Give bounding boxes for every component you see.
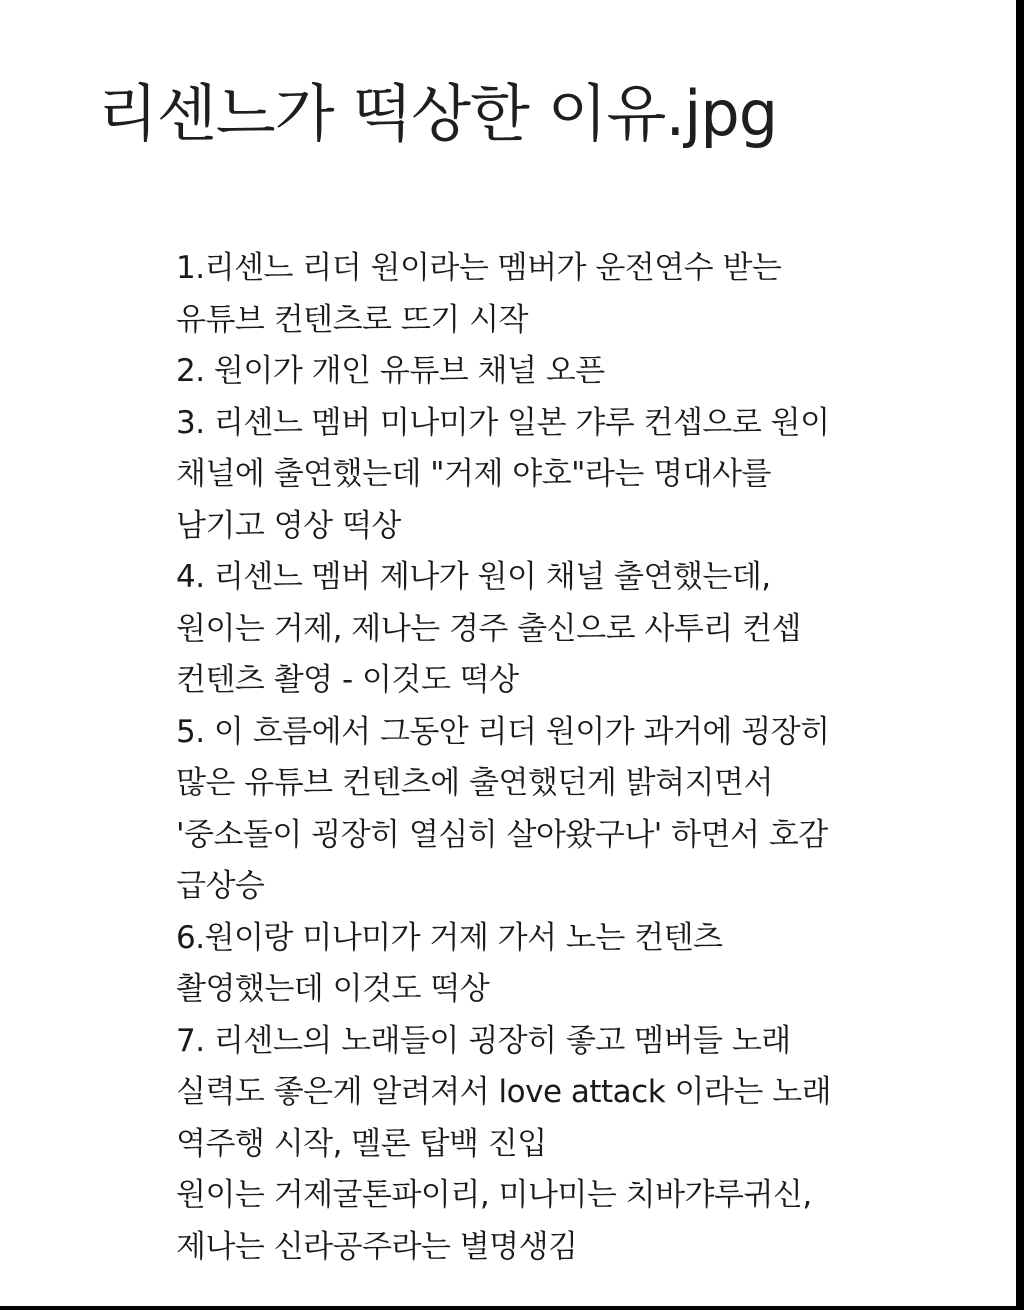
text-line: 제나는 신라공주라는 별명생김: [176, 1228, 578, 1265]
text-lines: [176, 244, 831, 1274]
text-line: 원이는 거제굴톤파이리, 미나미는 치바갸루귀신,: [176, 1177, 812, 1213]
text-line: 원이는 거제, 제나는 경주 출신으로 사투리 컨셉: [176, 610, 801, 647]
text-line: 남기고 영상 떡상: [176, 507, 401, 544]
text-line: 컨텐츠 촬영 - 이것도 떡상: [176, 662, 519, 698]
text-line: 3. 리센느 멤버 미나미가 일본 갸루 컨셉으로 원이: [176, 404, 830, 441]
text-line: 2. 원이가 개인 유튜브 채널 오픈: [176, 353, 605, 389]
text-line: 1.리센느 리더 원이라는 멤버가 운전연수 받는: [176, 250, 782, 286]
text-line: 채널에 출연했는데 "거제 야호"라는 명대사를: [176, 456, 771, 492]
text-line: 유튜브 컨텐츠로 뜨기 시작: [176, 301, 528, 338]
text-line: 5. 이 흐름에서 그동안 리더 원이가 과거에 굉장히: [176, 713, 830, 750]
text-line: 6.원이랑 미나미가 거제 가서 노는 컨텐츠: [176, 919, 723, 956]
text-line: 4. 리센느 멤버 제나가 원이 채널 출연했는데,: [176, 559, 771, 595]
text-line: 역주행 시작, 멜론 탑백 진입: [176, 1125, 547, 1162]
text-line: 실력도 좋은게 알려져서 love attack 이라는 노래: [176, 1074, 832, 1110]
text-line: '중소돌이 굉장히 열심히 살아왔구나' 하면서 호감: [176, 816, 828, 853]
page-title: 리센느가 떡상한 이유.jpg: [98, 77, 778, 150]
text-line: 촬영했는데 이것도 떡상: [176, 971, 490, 1007]
text-line: 급상승: [176, 868, 265, 904]
text-line: 7. 리센느의 노래들이 굉장히 좋고 멤버들 노래: [176, 1022, 791, 1059]
text-line: 많은 유튜브 컨텐츠에 출연했던게 밝혀지면서: [176, 765, 773, 801]
